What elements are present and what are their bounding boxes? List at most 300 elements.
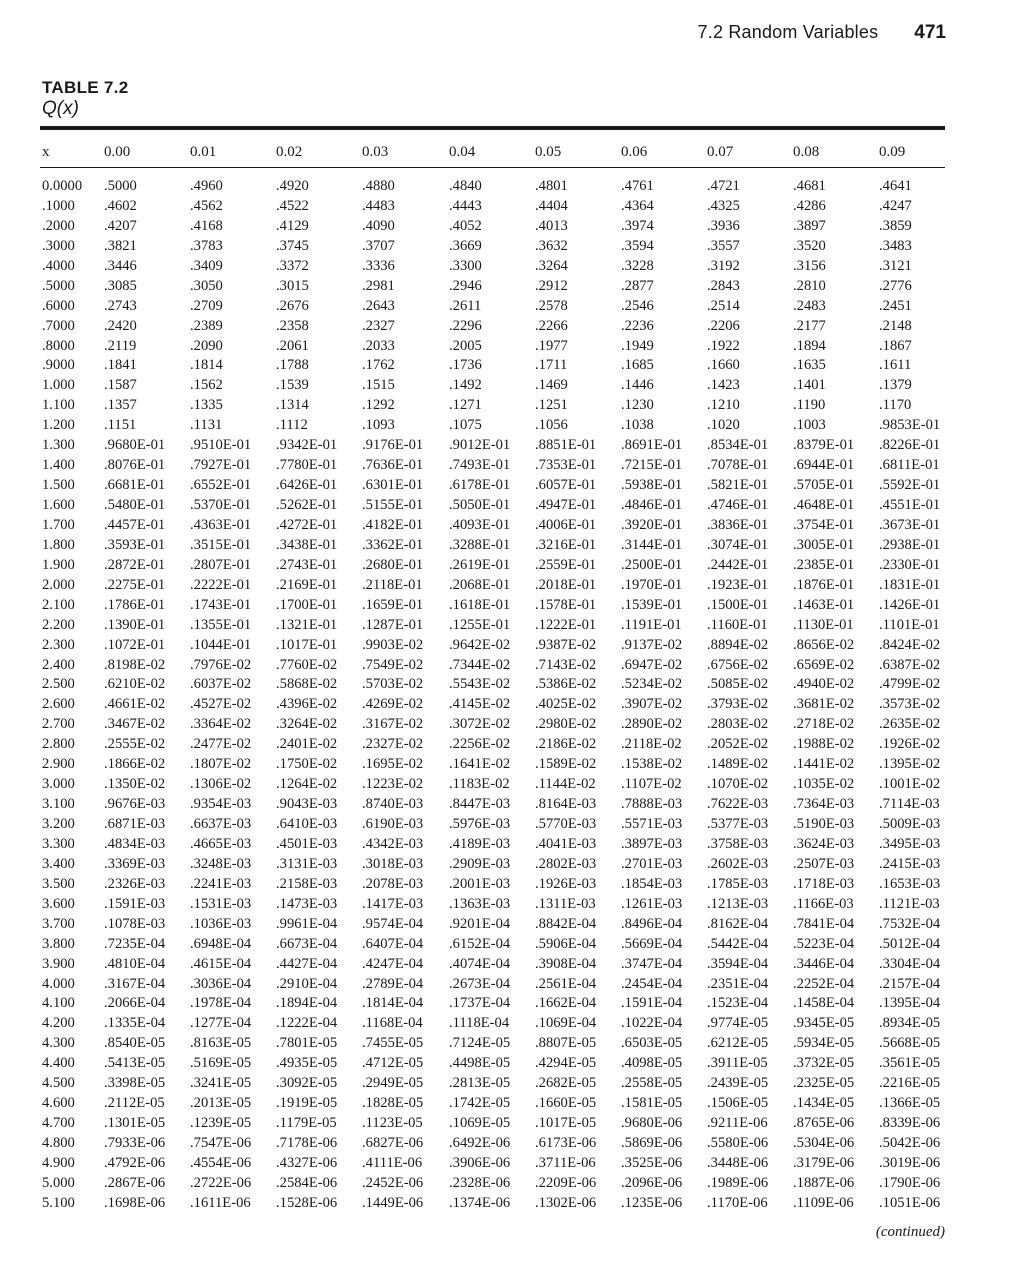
q-value-cell: .3019E-06	[879, 1154, 941, 1171]
table-row	[40, 955, 950, 975]
q-value-cell: .5938E-01	[621, 477, 683, 494]
table-row	[40, 636, 950, 656]
x-value-cell: .5000	[42, 277, 75, 294]
q-value-cell: .6426E-01	[276, 477, 338, 494]
table-row	[40, 596, 950, 616]
x-value-cell: 4.500	[42, 1075, 75, 1092]
q-value-cell: .1894E-04	[276, 995, 338, 1012]
q-value-cell: .3241E-05	[190, 1075, 252, 1092]
q-value-cell: .4935E-05	[276, 1055, 338, 1072]
table-row	[40, 1014, 950, 1034]
q-value-cell: .1306E-02	[190, 776, 252, 793]
q-value-cell: .6492E-06	[449, 1135, 511, 1151]
q-value-cell: .6827E-06	[362, 1135, 424, 1151]
q-value-cell: .2718E-02	[793, 716, 855, 733]
q-value-cell: .2013E-05	[190, 1095, 252, 1112]
q-value-cell: .1072E-01	[104, 636, 166, 653]
q-value-cell: .1191E-01	[621, 616, 682, 633]
q-value-cell: .1357	[104, 397, 137, 414]
q-value-cell: .8534E-01	[707, 437, 769, 454]
q-value-cell: .2807E-01	[190, 556, 252, 573]
table-row	[40, 337, 950, 357]
q-value-cell: .1130E-01	[793, 616, 854, 633]
q-value-cell: .4182E-01	[362, 516, 424, 533]
table-row	[40, 396, 950, 416]
q-value-cell: .4098E-05	[621, 1055, 683, 1072]
x-value-cell: .2000	[42, 217, 75, 234]
q-value-cell: .5580E-06	[707, 1135, 769, 1151]
q-value-cell: .1131	[190, 417, 223, 434]
q-value-cell: .1183E-02	[449, 776, 510, 793]
q-value-cell: .9354E-03	[190, 796, 252, 813]
q-value-cell: .1866E-02	[104, 756, 166, 773]
q-value-cell: .2420	[104, 317, 137, 334]
table-row	[40, 755, 950, 775]
q-value-cell: .1515	[362, 377, 395, 394]
table-top-rule	[40, 126, 945, 130]
q-value-cell: .2477E-02	[190, 736, 252, 753]
q-value-cell: .4325	[707, 197, 740, 214]
q-value-cell: .2451	[879, 297, 912, 314]
q-value-cell: .6152E-04	[449, 935, 511, 952]
q-value-cell: .7622E-03	[707, 796, 769, 813]
q-value-cell: .5869E-06	[621, 1135, 683, 1151]
q-value-cell: .1698E-06	[104, 1194, 166, 1211]
q-value-cell: .9345E-05	[793, 1015, 855, 1032]
q-value-cell: .4025E-02	[535, 696, 597, 713]
q-value-cell: .1350E-02	[104, 776, 166, 793]
q-value-cell: .3192	[707, 257, 740, 274]
table-row	[40, 1034, 950, 1054]
q-value-cell: .1321E-01	[276, 616, 338, 633]
q-value-cell: .1168E-04	[362, 1015, 423, 1032]
q-value-cell: .4074E-04	[449, 955, 511, 972]
q-value-cell: .2177	[793, 317, 826, 334]
q-value-cell: .6178E-01	[449, 477, 511, 494]
table-row	[40, 496, 950, 516]
q-value-cell: .2813E-05	[449, 1075, 511, 1092]
q-value-cell: .1876E-01	[793, 576, 855, 593]
table-row	[40, 556, 950, 576]
q-value-cell: .1988E-02	[793, 736, 855, 753]
q-value-cell: .1401	[793, 377, 826, 394]
x-value-cell: 1.300	[42, 437, 75, 454]
q-value-cell: .1458E-04	[793, 995, 855, 1012]
q-value-cell: .1919E-05	[276, 1095, 338, 1112]
column-header: 0.03	[362, 144, 389, 160]
q-value-cell: .1213E-03	[707, 895, 769, 912]
q-value-cell: .1977	[535, 337, 568, 354]
x-value-cell: 2.100	[42, 596, 75, 613]
q-value-cell: .2682E-05	[535, 1075, 597, 1092]
q-value-cell: .2385E-01	[793, 556, 855, 573]
q-value-cell: .2090	[190, 337, 223, 354]
table-row	[40, 1054, 950, 1074]
q-value-cell: .4615E-04	[190, 955, 252, 972]
q-value-cell: .4661E-02	[104, 696, 166, 713]
table-row	[40, 356, 950, 376]
q-value-cell: .8842E-04	[535, 915, 597, 932]
q-value-cell: .6569E-02	[793, 656, 855, 673]
q-value-cell: .2619E-01	[449, 556, 511, 573]
q-value-cell: .1653E-03	[879, 875, 941, 892]
q-value-cell: .1611	[879, 357, 912, 374]
q-value-cell: .2439E-05	[707, 1075, 769, 1092]
q-value-cell: .1355E-01	[190, 616, 252, 633]
q-value-cell: .5009E-03	[879, 816, 941, 832]
q-value-cell: .4364	[621, 197, 654, 214]
q-value-cell: .1786E-01	[104, 596, 166, 613]
q-value-cell: .2118E-01	[362, 576, 423, 593]
q-value-cell: .2981	[362, 277, 395, 294]
q-value-cell: .1151	[104, 417, 137, 434]
q-value-cell: .1022E-04	[621, 1015, 683, 1032]
q-value-cell: .1222E-04	[276, 1015, 338, 1032]
x-value-cell: .4000	[42, 257, 75, 274]
q-value-cell: .2296	[449, 317, 482, 334]
q-value-cell: .2158E-03	[276, 875, 338, 892]
x-value-cell: 3.300	[42, 835, 75, 852]
q-value-cell: .6212E-05	[707, 1035, 769, 1052]
q-value-cell: .3758E-03	[707, 835, 769, 852]
q-value-cell: .1473E-03	[276, 895, 338, 912]
q-value-cell: .3520	[793, 237, 826, 254]
q-value-cell: .7801E-05	[276, 1035, 338, 1052]
x-value-cell: 2.200	[42, 616, 75, 633]
q-value-cell: .7078E-01	[707, 457, 769, 474]
q-value-cell: .2789E-04	[362, 975, 424, 992]
q-value-cell: .8163E-05	[190, 1035, 252, 1052]
q-value-cell: .3908E-04	[535, 955, 597, 972]
q-value-cell: .1695E-02	[362, 756, 424, 773]
q-value-cell: .7353E-01	[535, 457, 597, 474]
q-value-cell: .1434E-05	[793, 1095, 855, 1112]
q-value-cell: .4189E-03	[449, 835, 511, 852]
q-value-cell: .1255E-01	[449, 616, 511, 633]
table-row	[40, 516, 950, 536]
q-value-cell: .2018E-01	[535, 576, 597, 593]
x-value-cell: 4.000	[42, 975, 75, 992]
q-value-cell: .1070E-02	[707, 776, 769, 793]
table-row	[40, 855, 950, 875]
column-header: 0.00	[104, 144, 131, 160]
q-value-cell: .2454E-04	[621, 975, 683, 992]
q-value-cell: .5304E-06	[793, 1135, 855, 1151]
q-value-cell: .6037E-02	[190, 676, 252, 693]
table-row	[40, 935, 950, 955]
table-row	[40, 695, 950, 715]
q-value-cell: .4145E-02	[449, 696, 511, 713]
q-value-cell: .2701E-03	[621, 855, 683, 872]
q-value-cell: .3446E-04	[793, 955, 855, 972]
q-value-cell: .5703E-02	[362, 676, 424, 693]
table-row	[40, 1194, 950, 1214]
q-value-cell: .3557	[707, 237, 740, 254]
q-value-cell: .7760E-02	[276, 656, 338, 673]
q-value-cell: .2330E-01	[879, 556, 941, 573]
table-row	[40, 1074, 950, 1094]
q-value-cell: .1926E-03	[535, 875, 597, 892]
q-value-cell: .2680E-01	[362, 556, 424, 573]
q-value-cell: .1469	[535, 377, 568, 394]
x-value-cell: 1.100	[42, 397, 75, 414]
q-value-cell: .1492	[449, 377, 482, 394]
q-value-cell: .7549E-02	[362, 656, 424, 673]
q-value-cell: .2611	[449, 297, 482, 314]
q-value-cell: .1970E-01	[621, 576, 683, 593]
q-value-cell: .8447E-03	[449, 796, 511, 813]
q-value-cell: .2500E-01	[621, 556, 683, 573]
q-value-cell: .1528E-06	[276, 1194, 338, 1211]
column-header: 0.06	[621, 144, 648, 160]
q-value-cell: .3594	[621, 237, 654, 254]
q-value-cell: .3448E-06	[707, 1154, 769, 1171]
q-value-cell: .2514	[707, 297, 740, 314]
q-value-cell: .7178E-06	[276, 1135, 338, 1151]
column-header: 0.09	[879, 144, 906, 160]
q-value-cell: .2206	[707, 317, 740, 334]
q-value-cell: .1044E-01	[190, 636, 252, 653]
q-value-cell: .2946	[449, 277, 482, 294]
q-value-cell: .2222E-01	[190, 576, 252, 593]
q-value-cell: .5234E-02	[621, 676, 683, 693]
q-value-cell: .3300	[449, 257, 482, 274]
q-value-cell: .9774E-05	[707, 1015, 769, 1032]
q-value-cell: .5042E-06	[879, 1135, 941, 1151]
q-value-cell: .2209E-06	[535, 1174, 597, 1191]
q-value-cell: .3632	[535, 237, 568, 254]
q-value-cell: .1179E-05	[276, 1115, 337, 1132]
q-value-cell: .5571E-03	[621, 816, 683, 832]
q-value-cell: .2452E-06	[362, 1174, 424, 1191]
q-value-cell: .1287E-01	[362, 616, 424, 633]
q-value-cell: .6811E-01	[879, 457, 940, 474]
q-value-cell: .1743E-01	[190, 596, 252, 613]
q-value-cell: .9137E-02	[621, 636, 683, 653]
x-value-cell: 1.700	[42, 516, 75, 533]
q-value-cell: .3092E-05	[276, 1075, 338, 1092]
x-value-cell: 3.900	[42, 955, 75, 972]
q-value-cell: .5155E-01	[362, 497, 424, 513]
q-value-cell: .3669	[449, 237, 482, 254]
q-value-cell: .2415E-03	[879, 855, 941, 872]
q-value-cell: .5370E-01	[190, 497, 252, 513]
table-row	[40, 1094, 950, 1114]
x-value-cell: 2.000	[42, 576, 75, 593]
q-value-cell: .2148	[879, 317, 912, 334]
q-value-cell: .1814	[190, 357, 223, 374]
q-value-cell: .1531E-03	[190, 895, 252, 912]
column-header: 0.05	[535, 144, 562, 160]
q-value-cell: .1107E-02	[621, 776, 682, 793]
q-value-cell: .4810E-04	[104, 955, 166, 972]
q-value-cell: .2078E-03	[362, 875, 424, 892]
q-value-cell: .1390E-01	[104, 616, 166, 633]
table-row	[40, 815, 950, 835]
q-value-cell: .1222E-01	[535, 616, 597, 633]
table-row	[40, 994, 950, 1014]
q-value-cell: .1660E-05	[535, 1095, 597, 1112]
q-value-cell: .7927E-01	[190, 457, 252, 474]
q-value-cell: .2096E-06	[621, 1174, 683, 1191]
q-value-cell: .2867E-06	[104, 1174, 166, 1191]
q-value-cell: .2068E-01	[449, 576, 511, 593]
q-value-cell: .2326E-03	[104, 875, 166, 892]
q-value-cell: .3561E-05	[879, 1055, 941, 1072]
q-value-cell: .9201E-04	[449, 915, 511, 932]
q-value-cell: .5012E-04	[879, 935, 941, 952]
q-value-cell: .4880	[362, 178, 395, 194]
q-value-cell: .7636E-01	[362, 457, 424, 474]
column-header: 0.04	[449, 144, 476, 160]
q-value-cell: .5085E-02	[707, 676, 769, 693]
q-value-cell: .1449E-06	[362, 1194, 424, 1211]
q-value-cell: .9676E-03	[104, 796, 166, 813]
q-value-cell: .1659E-01	[362, 596, 424, 613]
q-value-cell: .1223E-02	[362, 776, 424, 793]
q-value-cell: .1562	[190, 377, 223, 394]
running-head	[698, 22, 946, 44]
x-value-cell: 3.800	[42, 935, 75, 952]
q-value-cell: .9387E-02	[535, 636, 597, 653]
q-value-cell: .1374E-06	[449, 1194, 511, 1211]
q-value-cell: .8379E-01	[793, 437, 855, 454]
table-row	[40, 1134, 950, 1154]
q-value-cell: .4498E-05	[449, 1055, 511, 1072]
q-value-cell: .1160E-01	[707, 616, 768, 633]
q-value-cell: .3036E-04	[190, 975, 252, 992]
q-value-cell: .1366E-05	[879, 1095, 941, 1112]
q-value-cell: .5906E-04	[535, 935, 597, 952]
q-value-cell: .2033	[362, 337, 395, 354]
q-value-cell: .2275E-01	[104, 576, 166, 593]
q-value-cell: .5050E-01	[449, 497, 511, 513]
q-value-cell: .3248E-03	[190, 855, 252, 872]
q-value-cell: .1001E-02	[879, 776, 941, 793]
q-value-cell: .2938E-01	[879, 536, 941, 553]
x-value-cell: 3.100	[42, 796, 75, 813]
q-value-cell: .4342E-03	[362, 835, 424, 852]
table-row	[40, 376, 950, 396]
q-value-cell: .8339E-06	[879, 1115, 941, 1132]
q-value-cell: .6681E-01	[104, 477, 166, 494]
q-value-cell: .1170E-06	[707, 1194, 768, 1211]
q-value-cell: .5190E-03	[793, 816, 855, 832]
q-value-cell: .9012E-01	[449, 437, 511, 454]
q-value-cell: .3018E-03	[362, 855, 424, 872]
q-value-cell: .9680E-01	[104, 437, 166, 454]
q-value-cell: .5223E-04	[793, 935, 855, 952]
q-value-cell: .3897E-03	[621, 835, 683, 852]
q-value-cell: .2169E-01	[276, 576, 338, 593]
q-value-cell: .3906E-06	[449, 1154, 511, 1171]
q-value-cell: .3372	[276, 257, 309, 274]
q-value-cell: .5442E-04	[707, 935, 769, 952]
continued-note: (continued)	[875, 1224, 945, 1240]
q-value-cell: .4052	[449, 217, 482, 234]
table-row	[40, 436, 950, 456]
q-value-cell: .4562	[190, 197, 223, 214]
q-value-cell: .1581E-05	[621, 1095, 683, 1112]
q-value-cell: .3859	[879, 217, 912, 234]
q-value-cell: .6407E-04	[362, 935, 424, 952]
q-value-cell: .1261E-03	[621, 895, 683, 912]
x-value-cell: 3.000	[42, 776, 75, 793]
q-value-cell: .4207	[104, 217, 137, 234]
q-value-cell: .1075	[449, 417, 482, 434]
q-value-cell: .7235E-04	[104, 935, 166, 952]
q-value-cell: .3483	[879, 237, 912, 254]
q-value-cell: .1841	[104, 357, 137, 374]
q-value-cell: .4761	[621, 178, 654, 194]
q-value-cell: .5668E-05	[879, 1035, 941, 1052]
q-value-cell: .3745	[276, 237, 309, 254]
q-value-cell: .1887E-06	[793, 1174, 855, 1191]
q-value-cell: .8164E-03	[535, 796, 597, 813]
q-value-cell: .3409	[190, 257, 223, 274]
q-value-cell: .5770E-03	[535, 816, 597, 832]
q-value-cell: .1867	[879, 337, 912, 354]
q-value-cell: .2910E-04	[276, 975, 338, 992]
q-value-cell: .1423	[707, 377, 740, 394]
q-value-cell: .4294E-05	[535, 1055, 597, 1072]
q-value-cell: .3156	[793, 257, 826, 274]
q-value-cell: .6871E-03	[104, 816, 166, 832]
x-value-cell: 4.700	[42, 1115, 75, 1132]
q-value-cell: .1239E-05	[190, 1115, 252, 1132]
q-value-cell: .3288E-01	[449, 536, 511, 553]
q-value-cell: .1109E-06	[793, 1194, 854, 1211]
x-value-cell: 3.500	[42, 875, 75, 892]
x-value-cell: 0.0000	[42, 178, 83, 194]
q-value-cell: .2980E-02	[535, 716, 597, 733]
q-value-cell: .1660	[707, 357, 740, 374]
q-value-cell: .1264E-02	[276, 776, 338, 793]
x-value-cell: .1000	[42, 197, 75, 214]
q-value-cell: .8656E-02	[793, 636, 855, 653]
q-value-cell: .9043E-03	[276, 796, 338, 813]
q-value-cell: .1463E-01	[793, 596, 855, 613]
q-value-cell: .8765E-06	[793, 1115, 855, 1132]
q-value-cell: .1831E-01	[879, 576, 941, 593]
q-value-cell: .2351E-04	[707, 975, 769, 992]
q-value-cell: .9211E-06	[707, 1115, 768, 1132]
q-value-cell: .2119	[104, 337, 137, 354]
q-function-table	[40, 177, 950, 1214]
q-value-cell: .1578E-01	[535, 596, 597, 613]
q-value-cell: .4396E-02	[276, 696, 338, 713]
q-value-cell: .7143E-02	[535, 656, 597, 673]
q-value-cell: .1500E-01	[707, 596, 769, 613]
x-value-cell: 2.900	[42, 756, 75, 773]
q-value-cell: .1894	[793, 337, 826, 354]
q-value-cell: .3005E-01	[793, 536, 855, 553]
q-value-cell: .1589E-02	[535, 756, 597, 773]
q-value-cell: .3793E-02	[707, 696, 769, 713]
q-value-cell: .4168	[190, 217, 223, 234]
x-value-cell: 3.200	[42, 816, 75, 832]
q-value-cell: .1277E-04	[190, 1015, 252, 1032]
q-value-cell: .3228	[621, 257, 654, 274]
q-value-cell: .1335E-04	[104, 1015, 166, 1032]
q-value-cell: .9510E-01	[190, 437, 252, 454]
q-value-cell: .3216E-01	[535, 536, 597, 553]
q-value-cell: .1230	[621, 397, 654, 414]
q-value-cell: .1742E-05	[449, 1095, 511, 1112]
q-value-cell: .5705E-01	[793, 477, 855, 494]
q-value-cell: .3121	[879, 257, 912, 274]
q-value-cell: .3467E-02	[104, 716, 166, 733]
